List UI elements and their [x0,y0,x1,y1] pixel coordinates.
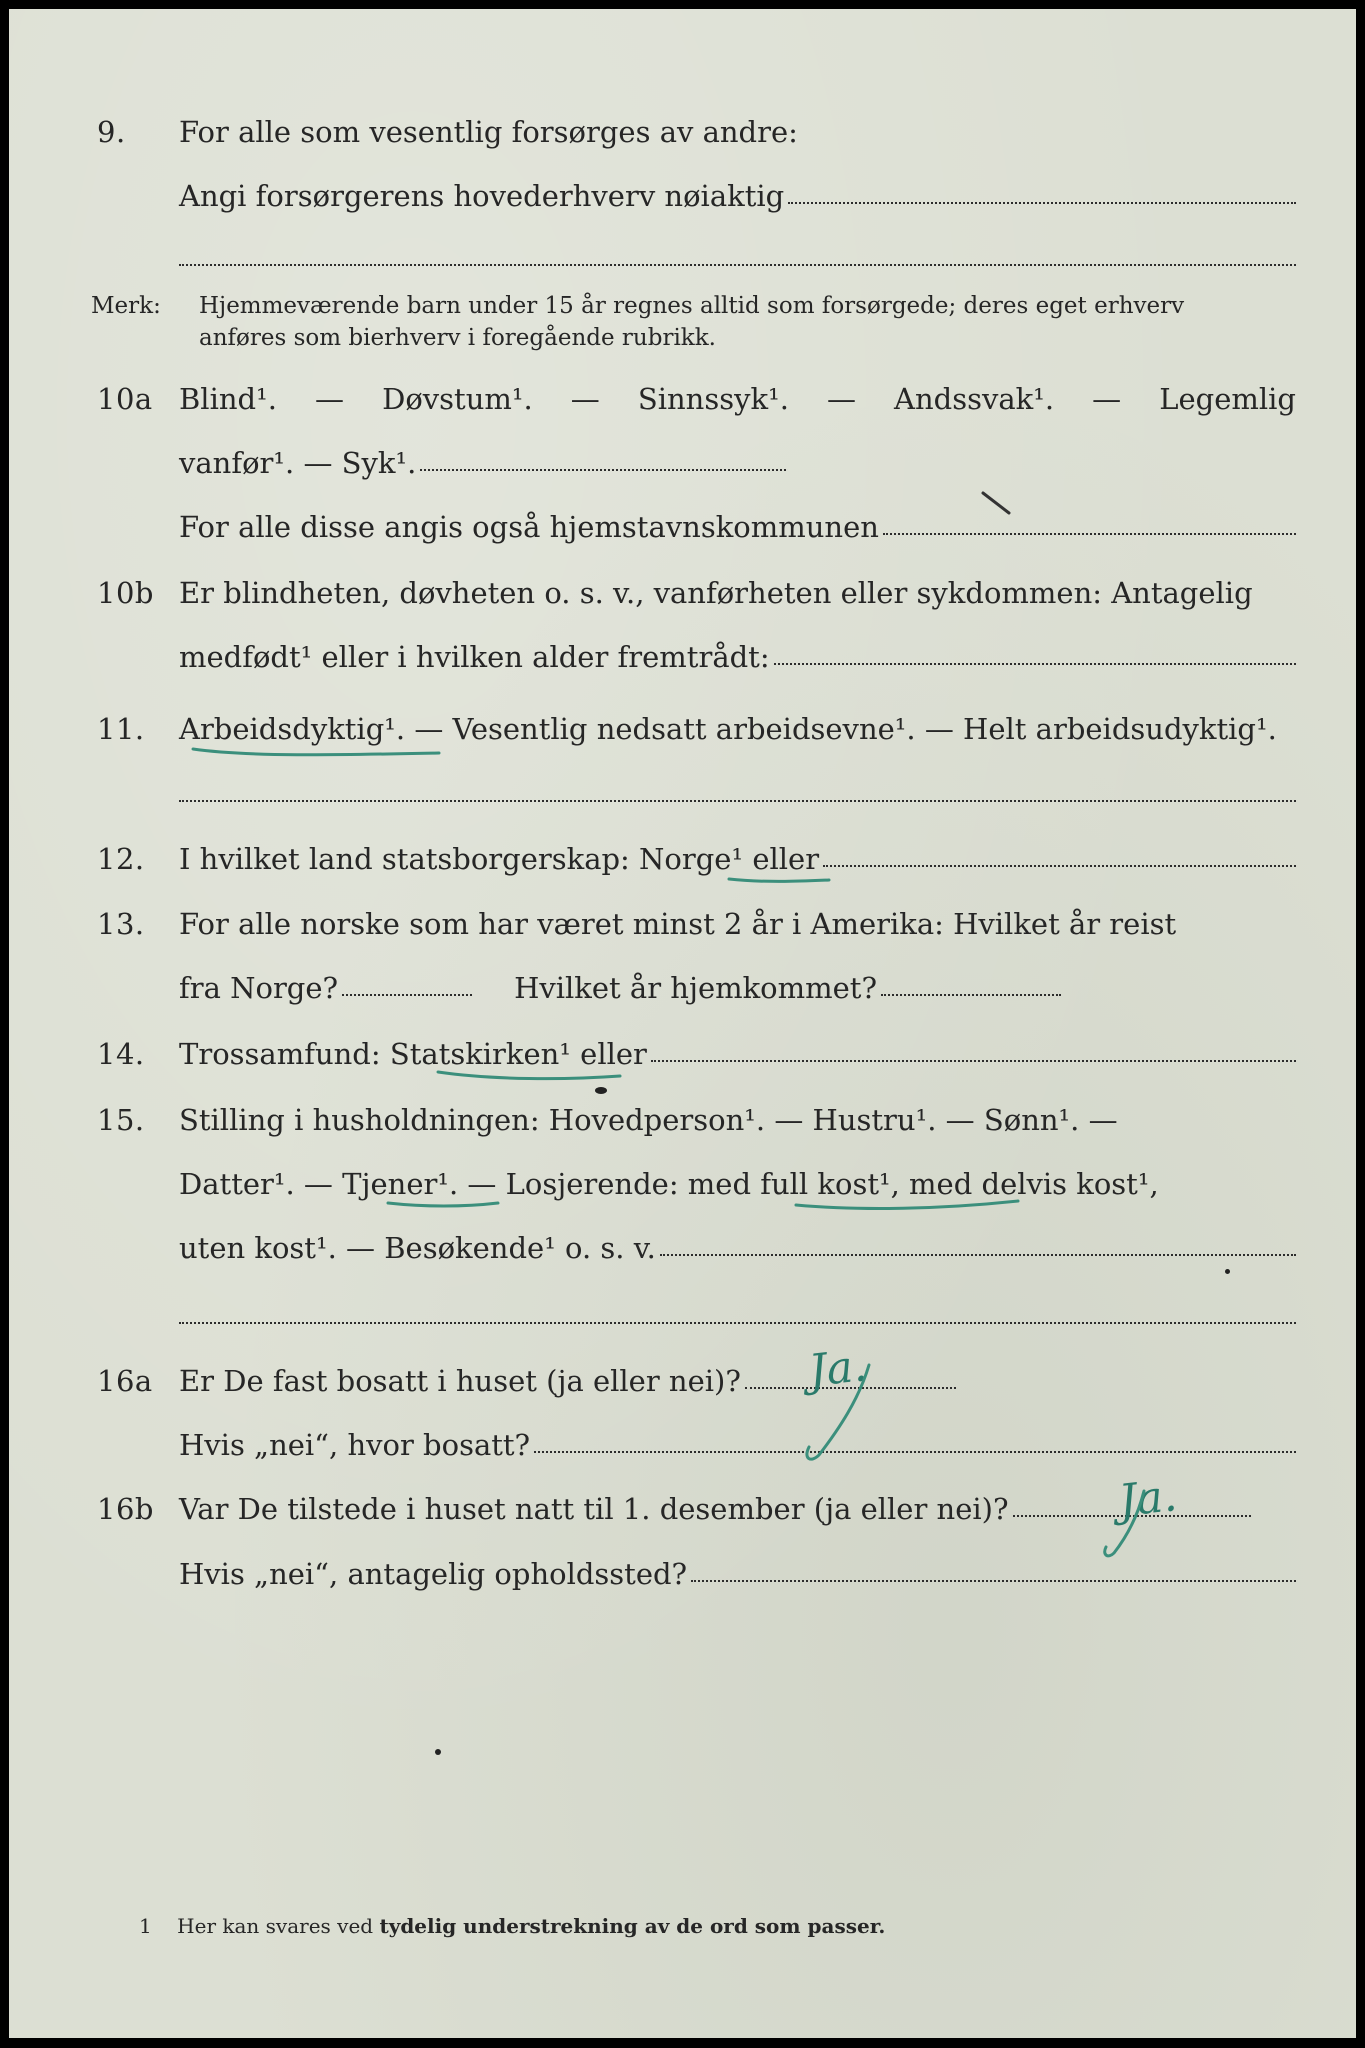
q10a-line-3: For alle disse angis også hjemstavnskommunen [179,507,1296,547]
footnote-bold-text: tydelig understrekning av de ord som passer. [379,1914,886,1938]
q9-number: 9. [97,115,126,149]
q10a-number: 10a [97,382,153,416]
underline-arbeidsdyktig [189,741,449,761]
ink-speck [595,1087,607,1094]
q10a-row-1 [9,379,1356,419]
merk-line-2: anføres som bierhverv i foregående rubrikk. [199,325,716,351]
q11-number: 11. [97,712,145,746]
merk-label: Merk: [91,293,161,319]
q9-row-2 [9,176,1356,216]
q10a-line-1 [179,379,1296,419]
underline-tjener [384,1195,504,1213]
q12-answer-line[interactable] [823,865,1296,867]
q15-line-2: Datter¹. — Tjener¹. — Losjerende: med full kost¹, med delvis kost¹, [179,1167,1159,1201]
q16b-handwritten-answer: Ja. [1116,1470,1180,1527]
q11-blank-line[interactable] [179,800,1296,802]
q15-row-3 [9,1228,1356,1268]
option-andssvak[interactable]: Andssvak¹. [894,382,1055,416]
q16a-line-1: Er De fast bosatt i huset (ja eller nei)? [179,1361,956,1401]
q9-line-1: For alle som vesentlig forsørges av andre: [179,115,798,149]
footnote [139,1913,885,1939]
option-sinnssyk[interactable]: Sinnssyk¹. [637,382,789,416]
q15-row-2 [9,1164,1356,1204]
q13-row-1 [9,904,1356,944]
q13-row-2 [9,968,1356,1008]
q10b-row-2 [9,637,1356,677]
q16b-line-1: Var De tilstede i huset natt til 1. desember (ja eller nei)? [179,1489,1251,1529]
q9-answer-line[interactable] [788,202,1296,204]
q15-answer-line[interactable] [660,1254,1296,1256]
q15-number: 15. [97,1103,145,1137]
q16a-line-2: Hvis „nei“, hvor bosatt? [179,1425,1296,1465]
q10a-hjemstavn-answer-line[interactable] [883,533,1296,535]
q13-number: 13. [97,907,145,941]
q14-row-1 [9,1034,1356,1074]
q13-line-2: fra Norge? Hvilket år hjemkommet? [179,968,1061,1008]
q9-row-1 [9,112,1356,152]
q12-line-1: I hvilket land statsborgerskap: Norge¹ eller [179,839,1296,879]
footnote-mark: 1 [139,1914,152,1938]
q10a-row-2 [9,443,1356,483]
q14-answer-line[interactable] [651,1060,1296,1062]
q10a-options: Blind¹. — Døvstum¹. — Sinnssyk¹. — Andssvak¹. — Legemlig [179,379,1296,419]
option-legemlig[interactable]: Legemlig [1159,382,1296,416]
pencil-tick-mark [979,489,1015,519]
q12-row-1 [9,839,1356,879]
q10a-line-2: vanfør¹. — Syk¹. [179,443,786,483]
merk-line-1: Hjemmeværende barn under 15 år regnes alltid som forsørgede; deres eget erhverv [199,293,1185,319]
q15-blank-line[interactable] [179,1322,1296,1324]
q16b-opholdssted-answer-line[interactable] [691,1580,1296,1582]
q16b-line-2: Hvis „nei“, antagelig opholdssted? [179,1554,1296,1594]
q13-line-1: For alle norske som har været minst 2 år i Amerika: Hvilket år reist [179,907,1177,941]
q16b-number: 16b [97,1492,154,1526]
ink-speck [435,1749,441,1755]
q9-blank-line[interactable] [179,264,1296,266]
q11-line-1: Arbeidsdyktig¹. — Vesentlig nedsatt arbeidsevne¹. — Helt arbeidsudyktig¹. [179,712,1277,746]
handwritten-stroke-q16a [789,1359,969,1469]
q10a-row-3 [9,507,1356,547]
q16a-handwritten-answer: Ja. [806,1340,870,1397]
merk-note [199,290,1296,354]
q10b-line-2: medfødt¹ eller i hvilken alder fremtrådt: [179,637,1296,677]
q16a-row-1 [9,1361,1356,1401]
ink-speck [1225,1269,1230,1274]
underline-norge [725,871,835,887]
q14-number: 14. [97,1037,145,1071]
q15-row-1 [9,1100,1356,1140]
q16a-number: 16a [97,1364,153,1398]
q10b-answer-line[interactable] [774,663,1296,665]
underline-statskirken [434,1066,624,1086]
option-dovstum[interactable]: Døvstum¹. [382,382,533,416]
q10a-syk-answer-line[interactable] [420,469,786,471]
option-blind[interactable]: Blind¹. [179,382,277,416]
q12-number: 12. [97,842,145,876]
q15-line-3: uten kost¹. — Besøkende¹ o. s. v. [179,1228,1296,1268]
q10b-number: 10b [97,576,154,610]
q15-line-1: Stilling i husholdningen: Hovedperson¹. — Hustru¹. — Sønn¹. — [179,1103,1118,1137]
footnote-text: Her kan svares ved [177,1914,374,1938]
q14-line-1: Trossamfund: Statskirken¹ eller [179,1034,1296,1074]
q10b-row-1 [9,573,1356,613]
q13-reist-answer-line[interactable] [342,994,472,996]
q10b-line-1: Er blindheten, døvheten o. s. v., vanførheten eller sykdommen: Antagelig [179,576,1253,610]
q9-line-2: Angi forsørgerens hovederhverv nøiaktig [179,176,1296,216]
q16a-row-2 [9,1425,1356,1465]
underline-med-full-kost [792,1195,1022,1217]
handwritten-stroke-q16b [1094,1487,1174,1567]
census-form-page [9,9,1356,2038]
q13-hjemkommet-answer-line[interactable] [881,994,1061,996]
